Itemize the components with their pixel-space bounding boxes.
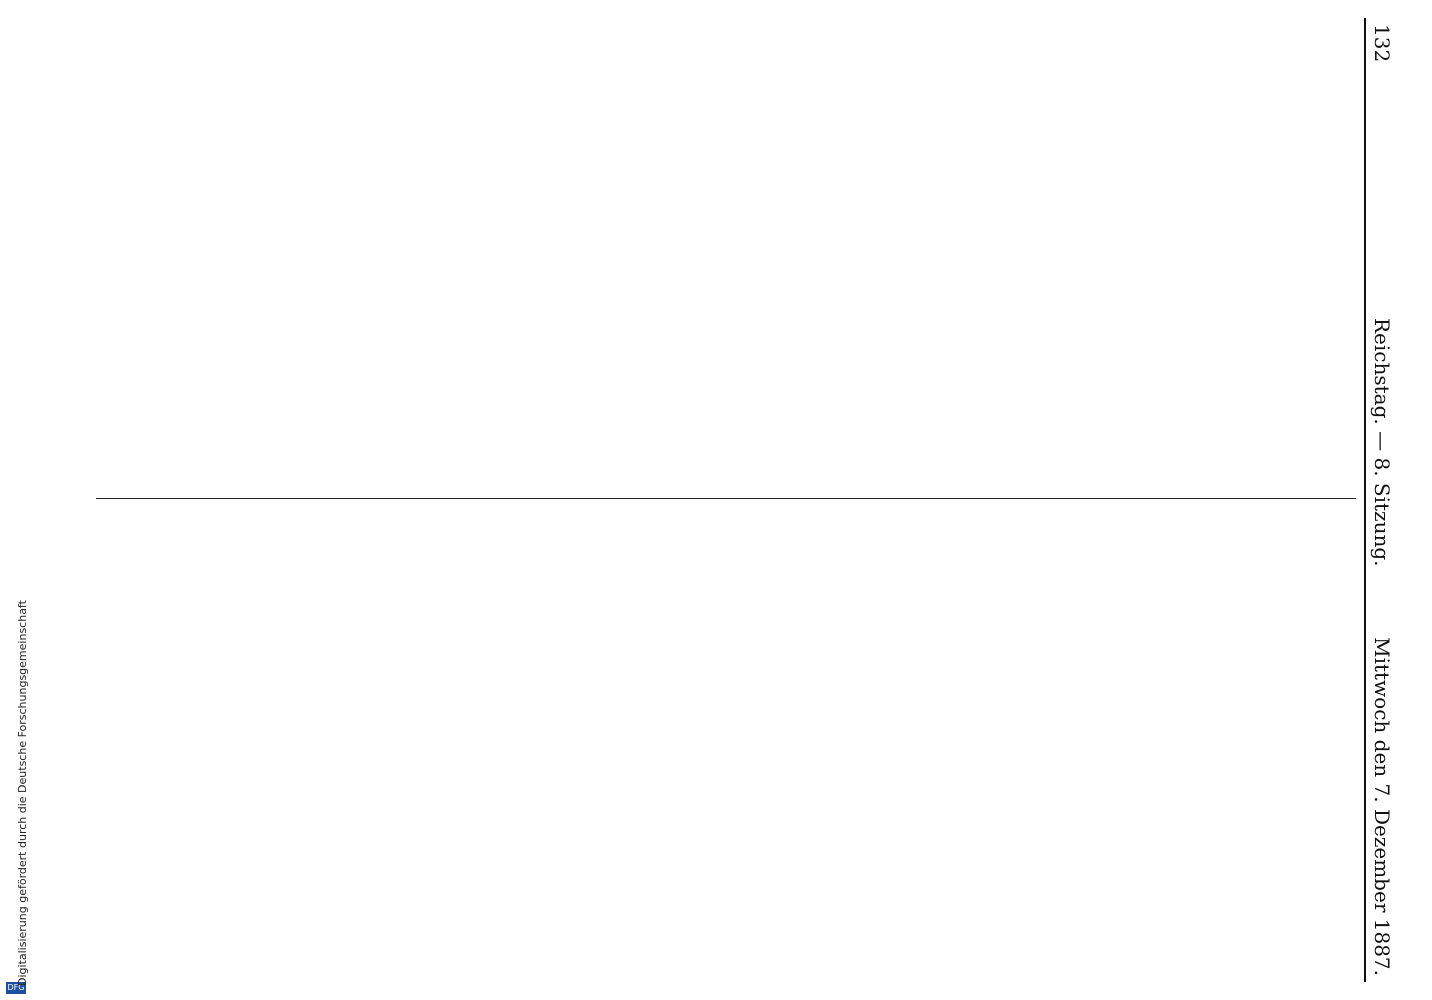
- text-column-right: [96, 520, 1356, 982]
- scanned-page: [80, 18, 1400, 982]
- page-header: [1366, 18, 1394, 982]
- digitization-credit-strip: [0, 0, 32, 1000]
- dfg-logo: DFG: [7, 983, 25, 992]
- page-number: 132: [1370, 24, 1394, 63]
- header-rule: [1364, 18, 1366, 982]
- text-column-left: [96, 18, 1356, 480]
- running-title: Reichstag. — 8. Sitzung.: [1370, 318, 1394, 567]
- session-date: Mittwoch den 7. Dezember 1887.: [1370, 637, 1394, 976]
- column-divider: [96, 498, 1356, 499]
- digitization-credit: Digitalisierung gefördert durch die Deutsche Forschungsgemeinschaft: [16, 600, 29, 986]
